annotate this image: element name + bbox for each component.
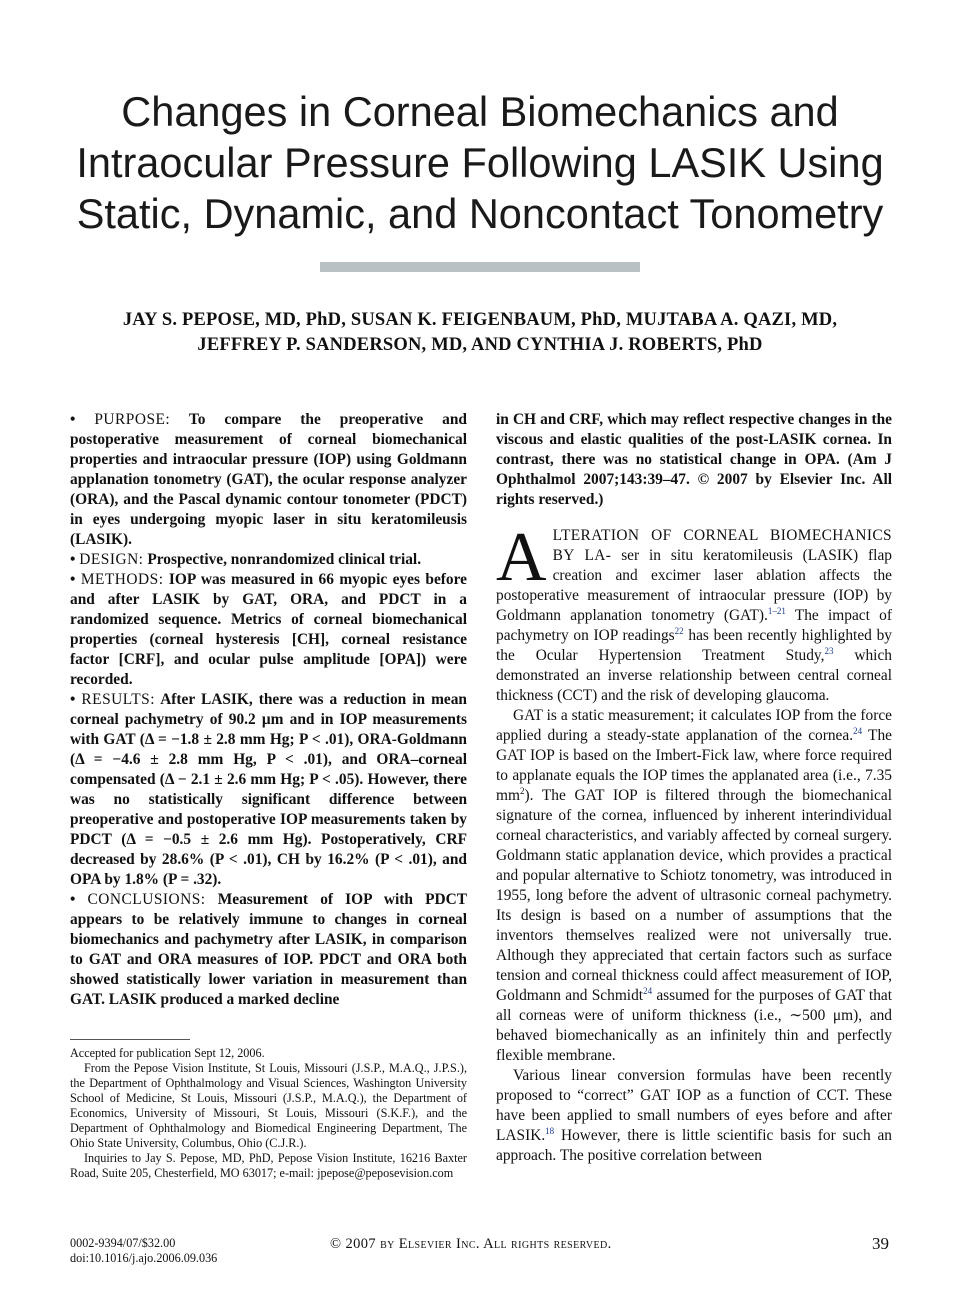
abstract-methods xyxy=(70,570,467,690)
issn: 0002-9394/07/$32.00 xyxy=(70,1236,176,1250)
citation: (Am J Ophthalmol 2007;143:39–47. © 2007 by Elsevier Inc. All rights reserved.) xyxy=(496,451,892,508)
conclusions-text: Measurement of IOP with PDCT appears to be relatively immune to changes in corneal biomechanics and pachymetry after LASIK, in comparison to GAT and ORA measures of IOP. PDCT and ORA both showed statistically lower variation in measurement than GAT. LASIK produced a marked decline xyxy=(70,891,467,1008)
article-title xyxy=(60,86,900,239)
text-run: which demonstrated an inverse relationship between central corneal thickness (CCT) and the risk of developing glaucoma. xyxy=(496,647,892,704)
results-label: RESULTS: xyxy=(81,691,155,708)
text-run: The GAT IOP is based on the Imbert-Fick law, where force required to applanate equals the IOP times the applanated area (i.e., 7.35 mm xyxy=(496,727,892,804)
purpose-label: PURPOSE: xyxy=(94,411,171,428)
superscript: 2 xyxy=(519,785,525,796)
abstract xyxy=(70,410,467,1010)
bullet: • xyxy=(70,551,76,568)
left-column xyxy=(70,410,467,1010)
author-list xyxy=(60,308,900,358)
footnotes xyxy=(70,1046,467,1181)
abstract-purpose xyxy=(70,410,467,550)
abstract-continued xyxy=(496,410,892,510)
article-body xyxy=(496,519,892,1166)
results-text: After LASIK, there was a reduction in mean corneal pachymetry of 90.2 μm and in IOP measurements with GAT (Δ = −1.8 ± 2.8 mm Hg; P < .01), ORA-Goldmann (Δ = −4.6 ± 2.8 mm Hg, P < .01), and ORA–corneal compensated (Δ − 2.1 ± 2.6 mm Hg; P < .05). However, there was no statistically significant difference between preoperative and postoperative IOP measurements taken by PDCT (Δ = −0.5 ± 2.6 mm Hg). Postoperatively, CRF decreased by 28.6% (P < .01), CH by 16.2% (P < .01), and OPA by 1.8% (P = .32). xyxy=(70,691,467,888)
footnote-separator xyxy=(70,1039,190,1040)
bullet: • xyxy=(70,411,76,428)
abstract-conclusions xyxy=(70,890,467,1010)
title-divider xyxy=(320,262,640,272)
abstract-results xyxy=(70,690,467,890)
text-run: assumed for the purposes of GAT that all corneas were of uniform thickness (i.e., ∼500 μm), and behaved biomechanically as an infinitely thin and perfectly flexible membrane. xyxy=(496,987,892,1064)
purpose-text: To compare the preoperative and postoperative measurement of corneal biomechanical properties and intraocular pressure (IOP) using Goldmann applanation tonometry (GAT), the ocular response analyzer (ORA), and the Pascal dynamic contour tonometer (PDCT) in eyes undergoing myopic laser in situ keratomileusis (LASIK). xyxy=(70,411,467,548)
title-line: Static, Dynamic, and Noncontact Tonometry xyxy=(76,190,884,237)
right-column xyxy=(496,410,892,1166)
footer-copyright: © 2007 by Elsevier Inc. All rights reserved. xyxy=(330,1236,612,1252)
reference-link[interactable]: 1–21 xyxy=(767,605,786,616)
bullet: • xyxy=(70,891,76,908)
text-run: ser in situ keratomileusis (LASIK) flap creation and excimer laser ablation affects the postoperative measurement of intraocular pressure (IOP) by Goldmann applanation tonometry (GAT). xyxy=(496,547,892,624)
methods-text: IOP was measured in 66 myopic eyes before and after LASIK by GAT, ORA, and PDCT in a randomized sequence. Metrics of corneal biomechanical properties (corneal hysteresis [CH], corneal resistance factor [CRF], and ocular pulse amplitude [OPA]) were recorded. xyxy=(70,571,467,688)
paragraph xyxy=(496,706,892,1066)
title-line: Intraocular Pressure Following LASIK Using xyxy=(76,139,884,186)
reference-link[interactable]: 23 xyxy=(824,645,834,656)
methods-label: METHODS: xyxy=(80,571,164,588)
bullet: • xyxy=(70,571,76,588)
reference-link[interactable]: 24 xyxy=(643,985,653,996)
dropcap: A xyxy=(496,519,547,596)
reference-link[interactable]: 24 xyxy=(853,725,863,736)
reference-link[interactable]: 22 xyxy=(674,625,684,636)
opening-smallcaps: LTERATION OF CORNEAL BIOMECHANICS BY LA- xyxy=(552,527,892,564)
page-number: 39 xyxy=(872,1234,889,1253)
abstract-design xyxy=(70,550,467,570)
conclusions-label: CONCLUSIONS: xyxy=(87,891,206,908)
author-line: JAY S. PEPOSE, MD, PhD, SUSAN K. FEIGENBAUM, PhD, MUJTABA A. QAZI, MD, xyxy=(122,310,838,330)
accepted-date: Accepted for publication Sept 12, 2006. xyxy=(70,1046,265,1060)
text-run: The impact of pachymetry on IOP readings xyxy=(496,607,892,644)
text-run: Various linear conversion formulas have been recently proposed to “correct” GAT IOP as a function of CCT. These have been applied to small numbers of eyes before and after LASIK. xyxy=(496,1067,892,1144)
bullet: • xyxy=(70,691,76,708)
doi[interactable]: doi:10.1016/j.ajo.2006.09.036 xyxy=(70,1251,218,1265)
affiliations: From the Pepose Vision Institute, St Louis, Missouri (J.S.P., M.A.Q., J.P.S.), the Department of Ophthalmology and Visual Sciences, Washington University School of Medicine, St Louis, Missouri (J.S.P., M.A.Q.), the Department of Economics, University of Missouri, St Louis, Missouri (S.K.F.), and the Department of Ophthalmology and Biomedical Engineering Department, The Ohio State University, Columbus, Ohio (C.J.R.). xyxy=(70,1061,467,1150)
paragraph xyxy=(496,1066,892,1166)
text-run: GAT is a static measurement; it calculates IOP from the force applied during a steady-state applanation of the cornea. xyxy=(496,707,892,744)
design-text: Prospective, nonrandomized clinical trial. xyxy=(147,551,422,568)
paragraph xyxy=(496,519,892,706)
text-run: However, there is little scientific basis for such an approach. The positive correlation between xyxy=(496,1127,892,1164)
conclusions-continued: in CH and CRF, which may reflect respective changes in the viscous and elastic qualities of the post-LASIK cornea. In contrast, there was no statistical change in OPA. xyxy=(496,411,892,468)
inquiries: Inquiries to Jay S. Pepose, MD, PhD, Pepose Vision Institute, 16216 Baxter Road, Suite 205, Chesterfield, MO 63017; e-mail: jpepose@peposevision.com xyxy=(70,1151,467,1180)
title-line: Changes in Corneal Biomechanics and xyxy=(121,88,839,135)
design-label: DESIGN: xyxy=(79,551,144,568)
author-line: JEFFREY P. SANDERSON, MD, AND CYNTHIA J. ROBERTS, PhD xyxy=(197,335,763,355)
text-run: has been recently highlighted by the Ocular Hypertension Treatment Study, xyxy=(496,627,892,664)
footer-identifiers xyxy=(70,1236,217,1266)
text-run: ). The GAT IOP is filtered through the biomechanical signature of the cornea, influenced by inherent interindividual corneal characteristics, and variably affected by corneal surgery. Goldmann static applanation device, which provides a practical and popular alternative to Schiotz tonometry, was introduced in 1955, long before the advent of ultrasonic corneal pachymetry. Its design is based on a number of assumptions that the inventors themselves realized were not universally true. Although they appreciated that certain factors such as surface tension and corneal thickness could affect measurement of IOP, Goldmann and Schmidt xyxy=(496,787,892,1004)
reference-link[interactable]: 18 xyxy=(545,1125,555,1136)
